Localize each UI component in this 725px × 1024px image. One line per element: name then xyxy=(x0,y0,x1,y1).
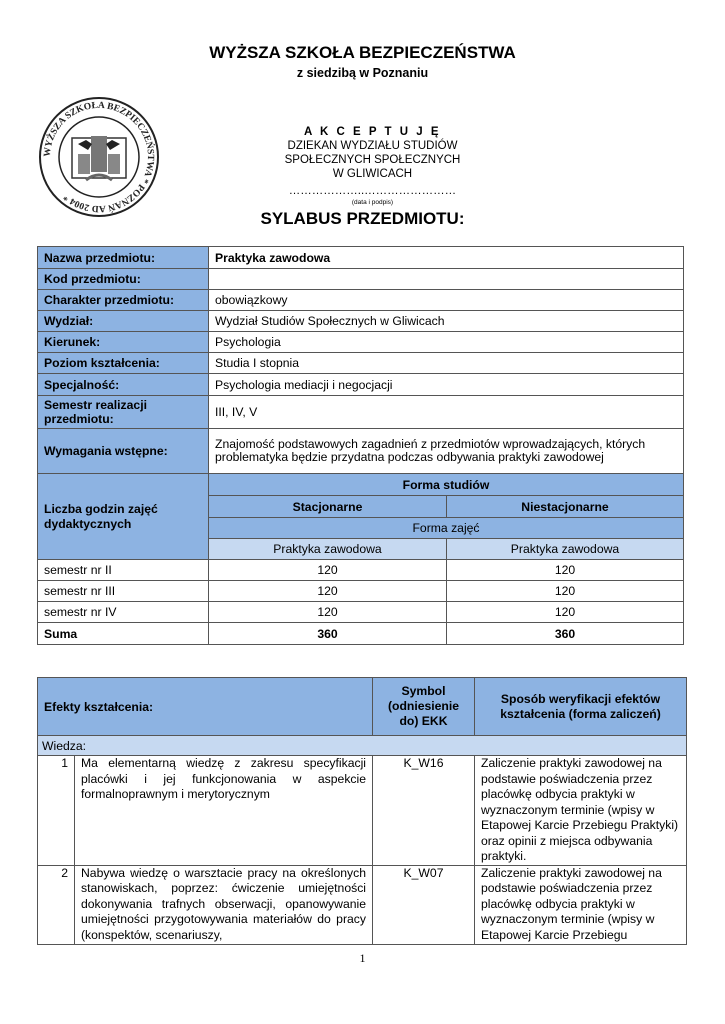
table-row xyxy=(38,429,684,474)
learning-outcomes-table xyxy=(37,677,687,945)
field-label: Kierunek: xyxy=(38,332,209,353)
hours-value: 120 xyxy=(447,602,684,623)
field-value xyxy=(209,269,684,290)
course-info-table xyxy=(37,246,684,645)
semester-label: semestr nr III xyxy=(38,581,209,602)
field-value: obowiązkowy xyxy=(209,290,684,311)
table-row xyxy=(38,247,684,269)
university-seat: z siedzibą w Poznaniu xyxy=(296,66,429,80)
table-row xyxy=(38,581,684,602)
table-row xyxy=(38,396,684,429)
effect-text: Nabywa wiedzę o warsztacie pracy na określonych stanowiskach, poprzez: ćwiczenie umiejętności dokonywania trafnych obserwacji, opanowywanie umiejętności przygotowywania materiałów do pracy (konspektów, scenariuszy, xyxy=(75,865,373,944)
table-row xyxy=(38,560,684,581)
signature-label: (data i podpis) xyxy=(351,199,394,206)
symbol-header: Symbol (odniesienie do) EKK xyxy=(373,678,475,736)
hours-value: 120 xyxy=(209,581,447,602)
effect-text: Ma elementarną wiedzę z zakresu specyfikacji placówki i jej funkcjonowania w aspekcie formalnoprawnym i merytorycznym xyxy=(75,756,373,866)
table-row xyxy=(38,332,684,353)
class-form-header: Forma zajęć xyxy=(209,518,684,539)
row-number: 1 xyxy=(38,756,75,866)
hours-value: 120 xyxy=(209,602,447,623)
table-row xyxy=(38,678,687,736)
effects-header: Efekty kształcenia: xyxy=(38,678,373,736)
sum-value: 360 xyxy=(447,623,684,645)
accept-line: DZIEKAN WYDZIAŁU STUDIÓW xyxy=(287,140,458,152)
accept-line: SPOŁECZNYCH SPOŁECZNYCH xyxy=(284,154,461,166)
table-row xyxy=(38,756,687,866)
class-type-non-stationary: Praktyka zawodowa xyxy=(447,539,684,560)
acceptance-block xyxy=(230,125,515,210)
semester-label: semestr nr IV xyxy=(38,602,209,623)
section-label: Wiedza: xyxy=(38,736,687,756)
accept-title: A K C E P T U J Ę xyxy=(303,126,442,138)
field-value: Wydział Studiów Społecznych w Gliwicach xyxy=(209,311,684,332)
field-value: Psychologia xyxy=(209,332,684,353)
class-type-stationary: Praktyka zawodowa xyxy=(209,539,447,560)
field-value: Praktyka zawodowa xyxy=(209,247,684,269)
field-label: Nazwa przedmiotu: xyxy=(38,247,209,269)
signature-line: ………………..…………………… xyxy=(288,185,457,197)
table-row xyxy=(38,269,684,290)
hours-label: Liczba godzin zajęć dydaktycznych xyxy=(38,474,209,560)
field-label: Poziom kształcenia: xyxy=(38,353,209,374)
table-row xyxy=(38,474,684,496)
effect-symbol: K_W07 xyxy=(373,865,475,944)
sum-value: 360 xyxy=(209,623,447,645)
svg-text:WYŻSZA SZKOŁA BEZPIECZEŃSTWA *: WYŻSZA SZKOŁA BEZPIECZEŃSTWA * POZNAŃ AD 2004 * xyxy=(42,100,156,214)
field-value: Znajomość podstawowych zagadnień z przedmiotów wprowadzających, których problematyka będzie przydatna podczas odbywania praktyki zawodowej xyxy=(209,429,684,474)
hours-value: 120 xyxy=(447,560,684,581)
hours-value: 120 xyxy=(209,560,447,581)
non-stationary-header: Niestacjonarne xyxy=(447,496,684,518)
field-label: Specjalność: xyxy=(38,374,209,396)
stationary-header: Stacjonarne xyxy=(209,496,447,518)
table-row xyxy=(38,374,684,396)
table-row xyxy=(38,736,687,756)
table-row xyxy=(38,290,684,311)
field-label: Wymagania wstępne: xyxy=(38,429,209,474)
table-row xyxy=(38,865,687,944)
row-number: 2 xyxy=(38,865,75,944)
university-name: WYŻSZA SZKOŁA BEZPIECZEŃSTWA xyxy=(209,43,516,62)
field-label: Kod przedmiotu: xyxy=(38,269,209,290)
page-number: 1 xyxy=(359,951,366,965)
table-row xyxy=(38,623,684,645)
table-row xyxy=(38,602,684,623)
effect-symbol: K_W16 xyxy=(373,756,475,866)
field-value: III, IV, V xyxy=(209,396,684,429)
effect-verification: Zaliczenie praktyki zawodowej na podstawie poświadczenia przez placówkę odbycia praktyki w wyznaczonym terminie (wpisy w Etapowej Karcie Przebiegu xyxy=(475,865,687,944)
verification-header: Sposób weryfikacji efektów kształcenia (forma zaliczeń) xyxy=(475,678,687,736)
page-title: SYLABUS PRZEDMIOTU: xyxy=(260,209,465,228)
table-row xyxy=(38,353,684,374)
field-label: Charakter przedmiotu: xyxy=(38,290,209,311)
field-value: Psychologia mediacji i negocjacji xyxy=(209,374,684,396)
field-value: Studia I stopnia xyxy=(209,353,684,374)
hours-value: 120 xyxy=(447,581,684,602)
university-seal-logo xyxy=(38,96,160,218)
field-label: Semestr realizacji przedmiotu: xyxy=(38,396,209,429)
study-form-header: Forma studiów xyxy=(209,474,684,496)
effect-verification: Zaliczenie praktyki zawodowej na podstawie poświadczenia przez placówkę odbycia praktyki w wyznaczonym terminie (wpisy w Etapowej Karcie Przebiegu Praktyki) oraz opinii z miejsca odbywania praktyki. xyxy=(475,756,687,866)
table-row xyxy=(38,311,684,332)
semester-label: semestr nr II xyxy=(38,560,209,581)
accept-line: W GLIWICACH xyxy=(332,168,413,180)
sum-label: Suma xyxy=(38,623,209,645)
field-label: Wydział: xyxy=(38,311,209,332)
